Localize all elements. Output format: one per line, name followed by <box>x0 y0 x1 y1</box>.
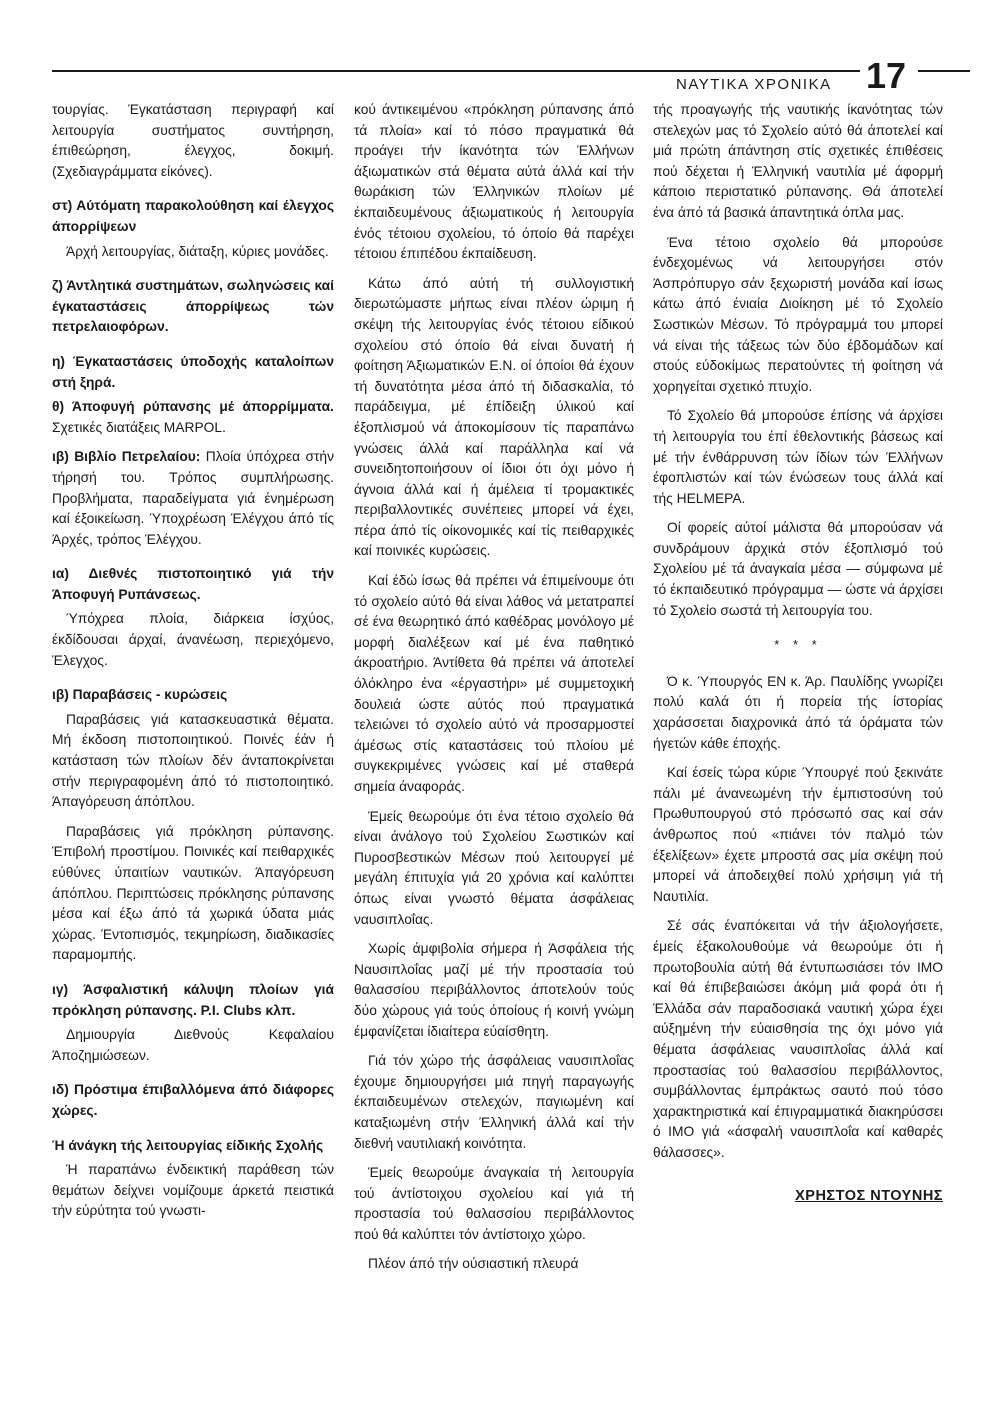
paragraph: Καί έσείς τώρα κύριε Ύπουργέ πού ξεκινάτε πάλι μέ άνανεωμένη τήν έμπιστοσύνη τού Πρωθυπουργού στό πρόσωπό σας καί σάν άνθρωπος πού «πιάνει τόν παλμό τών έξελίξεων» έχετε μπροστά σας μία σκέψη πού μπορεί νά άποδειχθεί πολύ χρήσιμη γιά τή Ναυτιλία. <box>653 765 943 904</box>
paragraph: Παραβάσεις γιά κατασκευαστικά θέματα. Μή έκδοση πιστοποιητικού. Ποινές έάν ή κατάσταση τών πλοίων δέν άνταποκρίνεται στήν περιγραφομένη άπό τό πιστοποιητικό. Άπαγόρευση άπόπλου. <box>52 711 334 810</box>
section-heading: ιγ) Άσφαλιστική κάλυψη πλοίων γιά πρόκληση ρύπανσης. P.I. Clubs κλπ. <box>52 981 334 1018</box>
paragraph: Δημιουργία Διεθνούς Κεφαλαίου Άποζημιώσεων. <box>52 1027 334 1063</box>
section-heading: ζ) Άντλητικά συστημάτων, σωληνώσεις καί έγκαταστάσεις άπορρίψεως τών πετρελαιοφόρων. <box>52 278 334 335</box>
section-heading: Ή άνάγκη τής λειτουργίας είδικής Σχολής <box>52 1137 324 1153</box>
inline-text: Πλοία ύπόχρεα στήν τήρησή του. Τρόπος συμπλήρωσης. Προβλήματα, παραδείγματα γιά ένημέρωση καί έξοικείωση. Ύποχρέωση Έλέγχου άπό τίς Άρχές, τρόπος Έλέγχου. <box>52 449 334 547</box>
column-1 <box>52 100 334 1231</box>
paragraph: κού άντικειμένου «πρόκληση ρύπανσης άπό τά πλοία» καί τό πόσο πραγματικά θά προάγει τήν ίκανότητα τών Έλλήνων άξιωματικών στά θέματα αύτά άλλά καί τήν θωράκιση τών Έλληνικών πλοίων μέ έκπαιδευμένους άξιωματικούς ή λειτουργία ένός τέτοιου σχολείου, τό όποίο θά παρέχει τέτοιου έπιπέδου έκπαίδευση. <box>354 102 634 262</box>
section-heading: ιβ) Βιβλίο Πετρελαίου: <box>52 449 201 465</box>
inline-text: Σχετικές διατάξεις MARPOL. <box>52 419 226 435</box>
paragraph: Παραβάσεις γιά πρόκληση ρύπανσης. Έπιβολή προστίμου. Ποινικές καί πειθαρχικές εύθύνες ύπαιτίων ναυτικών. Άπαγόρευση άπόπλου. Περιπτώσεις πρόκλησης ρύπανσης μέσα καί έξω άπό τά χωρικά ύδατα μιάς χώρας. Έντοπισμός, τεκμηρίωση, διαδικασίες παραμομπής. <box>52 823 334 963</box>
section-heading: ιβ) Παραβάσεις - κυρώσεις <box>52 687 228 703</box>
header-rule-left <box>52 70 860 72</box>
paragraph <box>52 447 334 550</box>
paragraph: Κάτω άπό αύτή τή συλλογιστική διερωτώμαστε μήπως είναι πλέον ώριμη ή σκέψη τής λειτουργίας ένός τέτοιου είδικού σχολείου στό όποίο θά είναι δυνατή ή φοίτηση Άξιωματικών Ε.Ν. οί όποίοι θά έχουν τή δυνατότητα μέσα άπό τή διδασκαλία, τό παράδειγμα, μέ έπίδειξη ύλικού καί έξοπλισμού νά άποκομίσουν τίς παραπάνω γνώσεις άλλά καί παράλληλα καί νά συνειδητοποιήσουν οί ίδιοι ότι όχι μόνο ή άγνοια άλλά καί ή άμέλεια τί τρομακτικές περιβαλλοντικές συνέπειες μπορεί νά έχει, πέρα άπό τίς οίκονομικές καί τίς πειθαρχικές καί ποινικές κυρώσεις. <box>354 275 634 559</box>
paragraph <box>52 397 334 438</box>
header-rule-right <box>918 70 970 72</box>
paragraph: Πλέον άπό τήν ούσιαστική πλευρά <box>368 1256 579 1272</box>
running-head: ΝΑΥΤΙΚΑ ΧΡΟΝΙΚΑ <box>676 76 832 93</box>
section-heading: ια) Διεθνές πιστοποιητικό γιά τήν Άποφυγή Ρυπάνσεως. <box>52 566 334 602</box>
author-signature: ΧΡΗΣΤΟΣ ΝΤΟΥΝΗΣ <box>795 1187 943 1204</box>
paragraph: Καί έδώ ίσως θά πρέπει νά έπιμείνουμε ότι τό σχολείο αύτό θά είναι λάθος νά μετατραπεί σέ ένα θεωρητικό άπό καθέδρας μονόλογο μέ μορφή διαλέξεων καί μέ ένα παθητικό άκροατήριο. Άντίθετα θά πρέπει νά άποτελεί όλόκληρο ένα «έργαστήρι» μέ συμμετοχική δουλειά ώστε αύτός πού πραγματικά τελειώνει τό σχολείο αύτό νά προσαρμοστεί άμέσως στίς καταστάσεις τού πλοίου μέ συγκεκριμένες γνώσεις καί μέ σταθερά σημεία άναφοράς. <box>354 573 634 794</box>
section-heading: θ) Άποφυγή ρύπανσης μέ άπορρίμματα. <box>52 399 334 415</box>
page-number: 17 <box>866 55 907 96</box>
paragraph: Άρχή λειτουργίας, διάταξη, κύριες μονάδες. <box>66 243 329 259</box>
section-heading: ιδ) Πρόστιμα έπιβαλλόμενα άπό διάφορες χώρες. <box>52 1082 334 1118</box>
column-3 <box>653 100 943 1206</box>
paragraph: τής προαγωγής τής ναυτικής ίκανότητας τών στελεχών μας τό Σχολείο αύτό θά άποτελεί καί μιά πρώτη άπάντηση στίς σχετικές έπιθέσεις πού δέχεται ή Έλληνική ναυτιλία μέ άφορμή κάποιο περιστατικό ρύπανσης. Θά άποτελεί ένα άπό τά βασικά άπαντητικά όπλα μας. <box>653 102 943 220</box>
paragraph: Ένα τέτοιο σχολείο θά μπορούσε ένδεχομένως νά λειτουργήσει στόν Άσπρόπυργο σάν ξεχωριστή μονάδα καί ίσως κάτω άπό ένιαία Διοίκηση μέ τό Σχολείο Σωστικών Μέσων. Τό πρόγραμμά του μπορεί νά είναι τής τάξεως τών δύο έβδομάδων καί στούς εύδοκίμως περατούντες τή φοίτηση νά χορηγείται σχετικό πτυχίο. <box>653 234 943 394</box>
paragraph: Σέ σάς έναπόκειται νά τήν άξιολογήσετε, έμείς έξακολουθούμε νά θεωρούμε ότι ή πρωτοβουλία αύτή θά έντυπωσιάσει τόν ΙΜΟ καί θά έπιβεβαιώσει άκόμη μιά φορά ότι ή Έλλάδα σάν παραδοσιακά ναυτική χώρα έχει αύξημένη τήν εύαισθησία της όχι μόνο γιά θέματα άσφάλειας ναυσιπλοΐας άλλά καί προστασίας τού θαλασσίου περιβάλλοντος, συμβάλλοντας έμπράκτως σαυτό πού τόσο χαρακτηριστικά καί έπιγραμματικά διακηρύσσει ό ΙΜΟ γιά «άσφαλή ναυσιπλοΐα καί καθαρές θάλασσες». <box>653 918 943 1160</box>
paragraph: Οί φορείς αύτοί μάλιστα θά μπορούσαν νά συνδράμουν άρχικά στόν έξοπλισμό τού Σχολείου μέ τά άναγκαία μέσα — σύμφωνα μέ τό έκπαιδευτικό πρόγραμμα — ώστε νά άρχίσει τό Σχολείο σωστά τή λειτουργία του. <box>653 520 943 618</box>
paragraph: Ύπόχρεα πλοία, διάρκεια ίσχύος, έκδίδουσαι άρχαί, άνανέωση, περιεχόμενο, Έλεγχος. <box>52 611 334 668</box>
paragraph: Έμείς θεωρούμε άναγκαία τή λειτουργία τού άντίστοιχου σχολείου καί γιά τή προστασία τού θαλασσίου περιβάλλοντος πού θά καλύπτει τόν άντίστοιχο χώρο. <box>354 1165 634 1242</box>
paragraph: Ό κ. Ύπουργός ΕΝ κ. Άρ. Παυλίδης γνωρίζει πολύ καλά ότι ή πορεία τής ίστορίας χαράσσεται διαχρονικά άπό τά όράματα τών ήγετών κάθε έποχής. <box>653 673 943 751</box>
paragraph: Τό Σχολείο θά μπορούσε έπίσης νά άρχίσει τή λειτουργία του έπί έθελοντικής βάσεως καί μέ τήν ένθάρρυνση τών ίδίων τών Έλλήνων έφοπλιστών καί τών ένώσεων τους άλλά καί τής HELMEPA. <box>653 408 943 506</box>
column-2 <box>354 100 634 1284</box>
section-heading: στ) Αύτόματη παρακολούθηση καί έλεγχος άπορρίψεων <box>52 198 334 234</box>
paragraph: Ή παραπάνω ένδεικτική παράθεση τών θεμάτων δείχνει νομίζουμε άρκετά πειστικά τήν εύρύτητα τού γνωστι- <box>52 1162 334 1219</box>
paragraph: Γιά τόν χώρο τής άσφάλειας ναυσιπλοΐας έχουμε δημιουργήσει μιά πηγή παραγωγής έκπαιδευμένων στελεχών, παγιωμένη καί καταξιωμένη στήν Έλληνική άλλά καί τήν διεθνή ναυτιλιακή κοινότητα. <box>354 1053 634 1151</box>
paragraph: Έμείς θεωρούμε ότι ένα τέτοιο σχολείο θά είναι άνάλογο τού Σχολείου Σωστικών καί Πυροσβεστικών Μέσων πού λειτουργεί μέ μεγάλη έπιτυχία γιά 20 χρόνια καί καλύπτει όπως είναι γνωστό θέματα άσφάλειας ναυσιπλοΐας. <box>354 808 634 927</box>
section-separator: * * * <box>774 637 822 653</box>
paragraph: Χωρίς άμφιβολία σήμερα ή Άσφάλεια τής Ναυσιπλοΐας μαζί μέ τήν προστασία τού θαλασσίου περιβάλλοντος άποτελούν τούς δύο χώρους γιά τούς όποίους ή κοινή γνώμη έμφανίζεται ίδιαίτερα εύαίσθητη. <box>354 941 634 1039</box>
paragraph: τουργίας. Έγκατάσταση περιγραφή καί λειτουργία συστήματος συντήρηση, έπιθεώρηση, έλεγχος, δοκιμή. (Σχεδιαγράμματα είκόνες). <box>52 102 334 179</box>
section-heading: η) Έγκαταστάσεις ύποδοχής καταλοίπων στή ξηρά. <box>52 353 334 390</box>
